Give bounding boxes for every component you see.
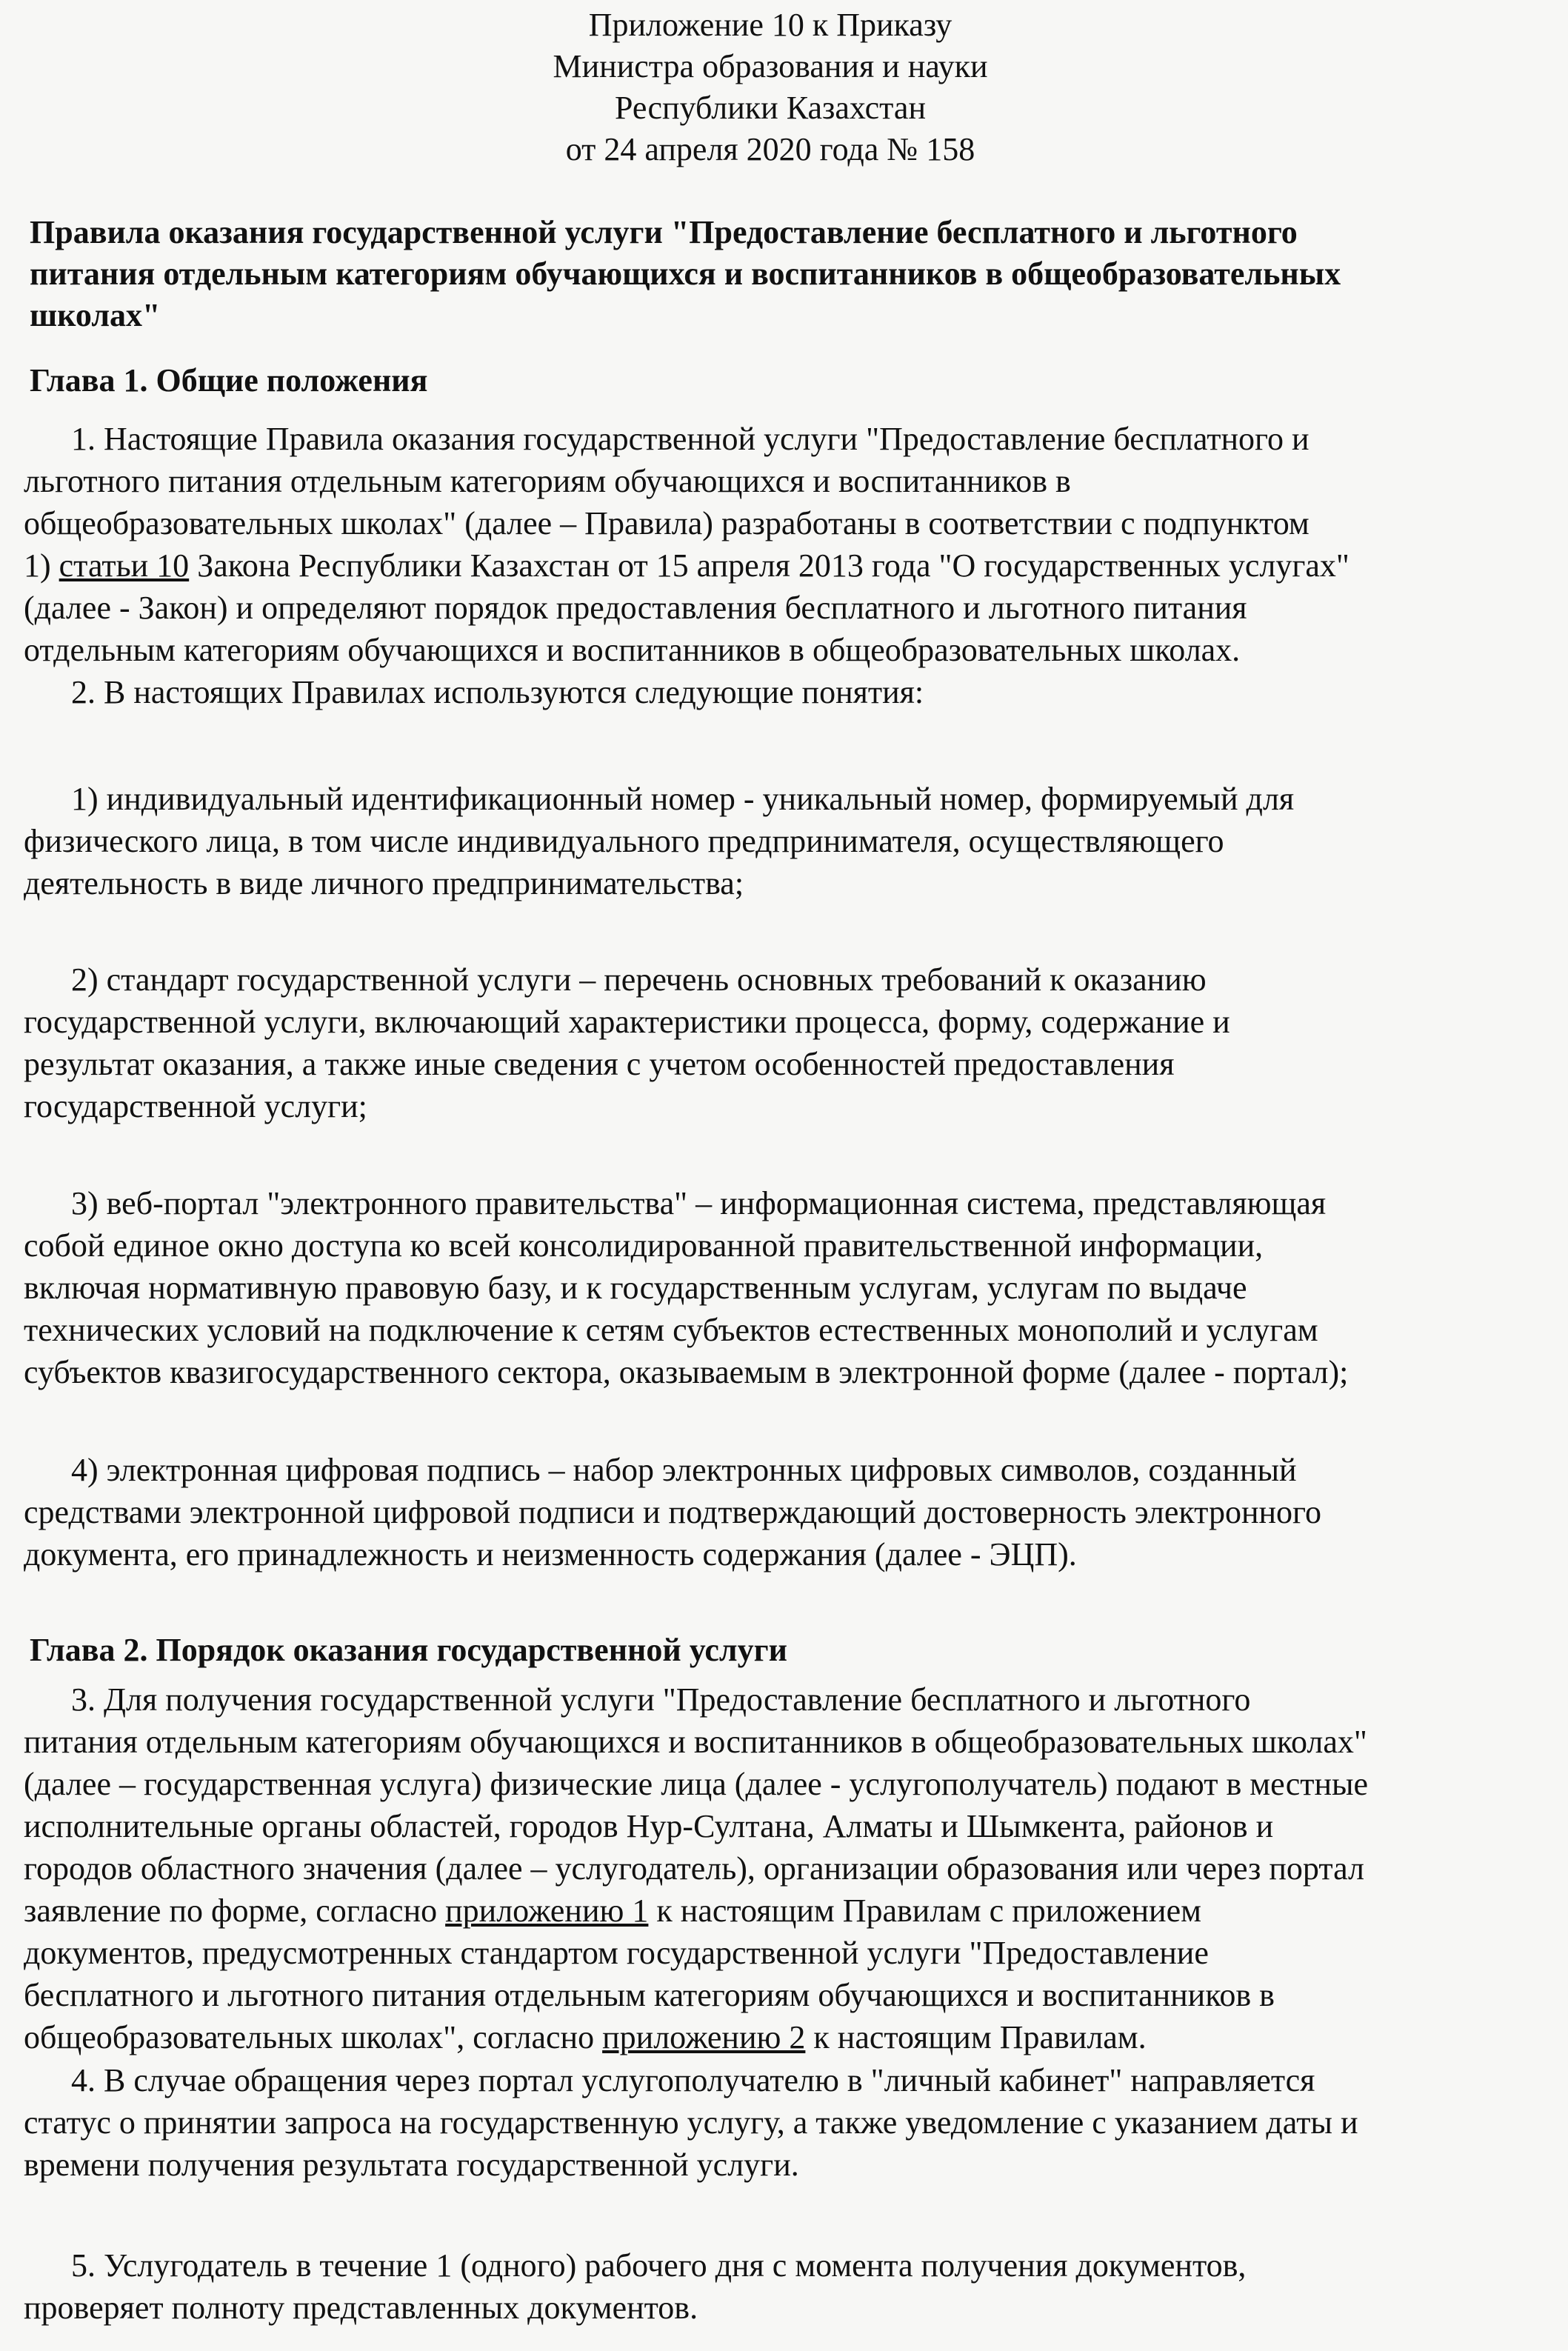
title-line: питания отдельным категориям обучающихся и воспитанников в общеобразовательных: [30, 256, 1341, 292]
header-line: Приложение 10 к Приказу: [588, 7, 953, 43]
text-line: 2. В настоящих Правилах используются следующие понятия:: [71, 674, 924, 710]
title-line: школах": [30, 297, 161, 333]
header-line: Министра образования и науки: [553, 48, 988, 84]
text-line: 4. В случае обращения через портал услугополучателю в "личный кабинет" направляется: [71, 2062, 1315, 2098]
text-line: государственной услуги;: [24, 1088, 367, 1124]
text-line: субъектов квазигосударственного сектора, оказываемым в электронной форме (далее - портал);: [24, 1354, 1349, 1390]
text-line: включая нормативную правовую базу, и к государственным услугам, услугам по выдаче: [24, 1270, 1247, 1306]
text-line: 1. Настоящие Правила оказания государственной услуги "Предоставление бесплатного и: [71, 421, 1310, 457]
text-fragment: 1): [24, 547, 59, 584]
text-line: 2) стандарт государственной услуги – перечень основных требований к оказанию: [71, 961, 1207, 998]
paragraph-5: [24, 2244, 1549, 2329]
appendix-2-link[interactable]: приложению 2: [602, 2019, 806, 2055]
text-line: документов, предусмотренных стандартом государственной услуги "Предоставление: [24, 1935, 1209, 1971]
text-line: (далее - Закон) и определяют порядок предоставления бесплатного и льготного питания: [24, 590, 1247, 626]
text-line: исполнительные органы областей, городов Нур-Султана, Алматы и Шымкента, районов и: [24, 1808, 1274, 1844]
text-line: времени получения результата государственной услуги.: [24, 2147, 799, 2183]
text-line: [24, 1890, 1549, 1932]
paragraph-2: [24, 671, 1549, 713]
text-line: питания отдельным категориям обучающихся и воспитанников в общеобразовательных школах": [24, 1724, 1367, 1760]
text-line: [24, 544, 1549, 587]
text-line: [24, 2016, 1549, 2058]
appendix-header: [400, 4, 1141, 170]
text-line: документа, его принадлежность и неизменность содержания (далее - ЭЦП).: [24, 1536, 1077, 1573]
document-title: [30, 212, 1541, 336]
chapter-1-heading: Глава 1. Общие положения: [30, 362, 428, 398]
text-fragment: к настоящим Правилам с приложением: [648, 1893, 1201, 1929]
text-fragment: к настоящим Правилам.: [805, 2019, 1147, 2055]
text-line: статус о принятии запроса на государственную услугу, а также уведомление с указанием даты и: [24, 2104, 1358, 2141]
text-line: средствами электронной цифровой подписи и подтверждающий достоверность электронного: [24, 1494, 1321, 1530]
text-fragment: общеобразовательных школах", согласно: [24, 2019, 603, 2055]
text-line: результат оказания, а также иные сведения с учетом особенностей предоставления: [24, 1046, 1175, 1082]
title-line: Правила оказания государственной услуги "Предоставление бесплатного и льготного: [30, 214, 1298, 250]
text-fragment: заявление по форме, согласно: [24, 1893, 446, 1929]
text-line: физического лица, в том числе индивидуального предпринимателя, осуществляющего: [24, 823, 1224, 859]
paragraph-1: [24, 418, 1549, 671]
text-line: 5. Услугодатель в течение 1 (одного) рабочего дня с момента получения документов,: [71, 2247, 1247, 2284]
text-line: 1) индивидуальный идентификационный номер - уникальный номер, формируемый для: [71, 781, 1295, 817]
text-line: отдельным категориям обучающихся и воспитанников в общеобразовательных школах.: [24, 632, 1241, 668]
text-line: 3. Для получения государственной услуги "Предоставление бесплатного и льготного: [71, 1681, 1251, 1718]
text-line: льготного питания отдельным категориям обучающихся и воспитанников в: [24, 463, 1071, 499]
definition-2: [24, 958, 1549, 1127]
text-line: городов областного значения (далее – услугодатель), организации образования или через портал: [24, 1850, 1364, 1887]
header-line: от 24 апреля 2020 года № 158: [565, 131, 975, 167]
paragraph-3: [24, 1678, 1549, 2058]
definition-4: [24, 1449, 1549, 1575]
chapter-2-heading: Глава 2. Порядок оказания государственной услуги: [30, 1632, 787, 1668]
definition-1: [24, 778, 1549, 904]
text-line: собой единое окно доступа ко всей консолидированной правительственной информации,: [24, 1227, 1264, 1264]
law-article-link[interactable]: статьи 10: [59, 547, 190, 584]
text-line: деятельность в виде личного предпринимательства;: [24, 865, 744, 901]
header-line: Республики Казахстан: [614, 90, 927, 126]
text-line: общеобразовательных школах" (далее – Правила) разработаны в соответствии с подпунктом: [24, 505, 1310, 541]
text-line: технических условий на подключение к сетям субъектов естественных монополий и услугам: [24, 1312, 1318, 1348]
text-line: государственной услуги, включающий характеристики процесса, форму, содержание и: [24, 1004, 1230, 1040]
text-line: 4) электронная цифровая подпись – набор электронных цифровых символов, созданный: [71, 1452, 1297, 1488]
text-line: проверяет полноту представленных документов.: [24, 2290, 698, 2326]
paragraph-4: [24, 2059, 1549, 2186]
text-line: (далее – государственная услуга) физические лица (далее - услугополучатель) подают в местные: [24, 1766, 1369, 1802]
text-line: 3) веб-портал "электронного правительства" – информационная система, представляющая: [71, 1185, 1327, 1221]
definition-3: [24, 1182, 1549, 1393]
appendix-1-link[interactable]: приложению 1: [445, 1893, 649, 1929]
text-fragment: Закона Республики Казахстан от 15 апреля 2013 года "О государственных услугах": [189, 547, 1350, 584]
text-line: бесплатного и льготного питания отдельным категориям обучающихся и воспитанников в: [24, 1977, 1275, 2013]
